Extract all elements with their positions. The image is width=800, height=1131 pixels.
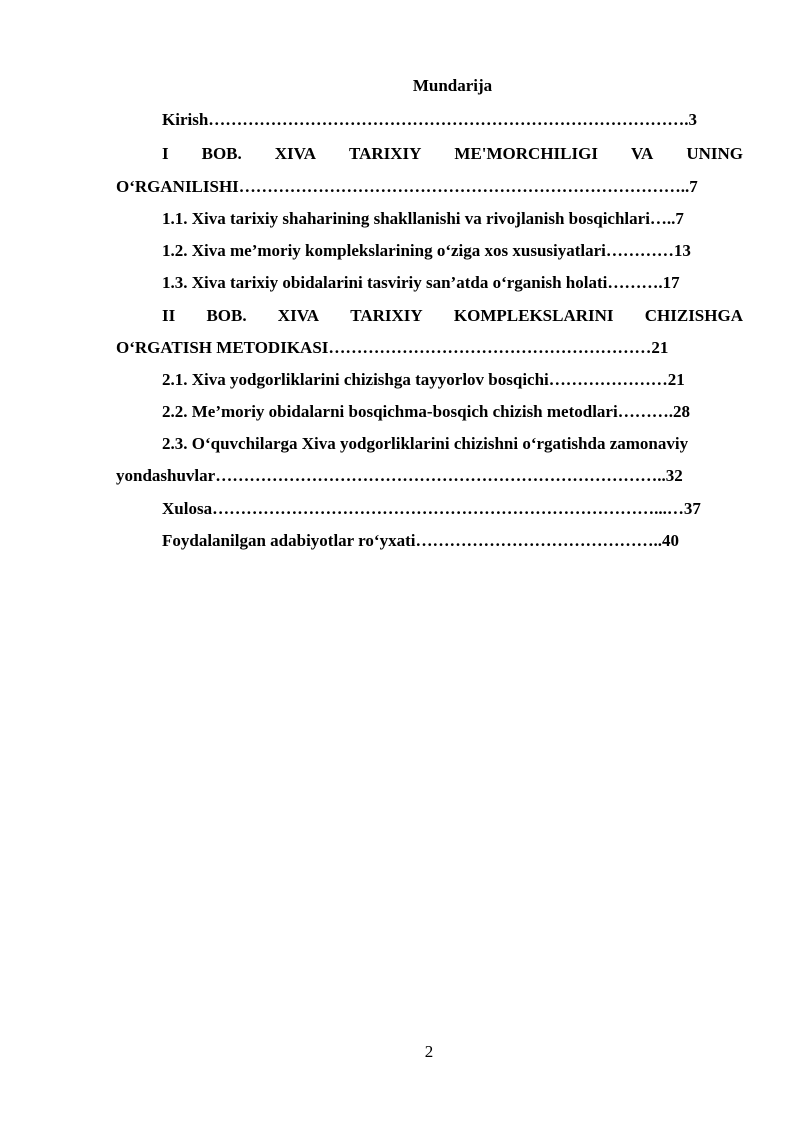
chapter1-word: ME'MORCHILIGI [454,144,598,163]
toc-entry-2-3-line2: yondashuvlar……………………………………………………………………..32 [116,466,683,485]
chapter1-word: UNING [686,144,743,163]
toc-entry-2-3-line1: 2.3. O‘quvchilarga Xiva yodgorliklarini chizishni o‘rgatishda zamonaviy [162,434,689,453]
toc-entry-2-1: 2.1. Xiva yodgorliklarini chizishga tayyorlov bosqichi…………………21 [162,370,685,389]
chapter1-word: XIVA [274,144,317,163]
toc-entry-xulosa: Xulosa……………………………………………………………………...…37 [162,499,701,518]
chapter1-word: BOB. [201,144,242,163]
toc-entry-chapter1-line2: O‘RGANILISHI……………………………………………………………………..7 [116,177,698,196]
chapter1-word: I [162,144,169,163]
toc-entry-chapter2-line2: O‘RGATISH METODIKASI…………………………………………………21 [116,338,669,357]
toc-entry-kirish: Kirish………………………………………………………………………….3 [162,110,698,129]
toc-entry-1-3: 1.3. Xiva tarixiy obidalarini tasviriy san’atda o‘rganish holati……….17 [162,273,680,292]
chapter2-word: BOB. [206,306,247,325]
chapter2-word: II [162,306,176,325]
chapter2-word: XIVA [277,306,320,325]
chapter2-word: KOMPLEKSLARINI [453,306,614,325]
page-number: 2 [424,1042,434,1061]
page-title: Mundarija [412,76,493,95]
chapter1-word: TARIXIY [349,144,422,163]
toc-entry-chapter2-line1 [162,306,743,326]
toc-entry-chapter1-line1 [162,144,743,164]
toc-entry-1-1: 1.1. Xiva tarixiy shaharining shakllanishi va rivojlanish bosqichlari…..7 [162,209,684,228]
chapter1-word: VA [630,144,654,163]
chapter2-word: CHIZISHGA [644,306,743,325]
toc-entry-adabiyotlar: Foydalanilgan adabiyotlar ro‘yxati……………………………………..40 [162,531,679,550]
toc-entry-2-2: 2.2. Me’moriy obidalarni bosqichma-bosqich chizish metodlari……….28 [162,402,690,421]
chapter2-word: TARIXIY [350,306,423,325]
toc-entry-1-2: 1.2. Xiva me’moriy komplekslarining o‘ziga xos xususiyatlari…………13 [162,241,691,260]
